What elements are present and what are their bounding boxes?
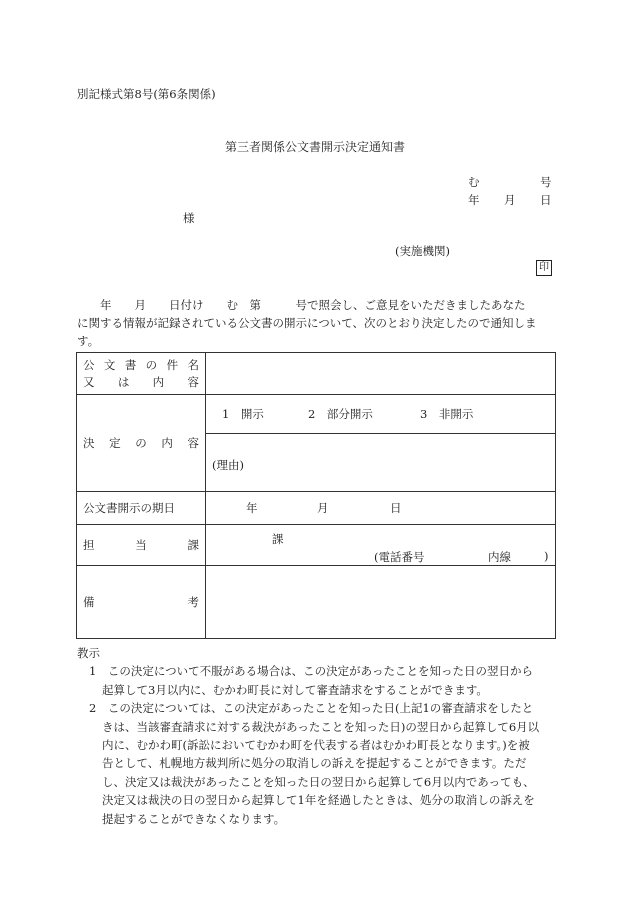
addressee-suffix: 様 bbox=[183, 211, 195, 225]
document-name-field[interactable] bbox=[206, 353, 556, 395]
label-char: の bbox=[135, 435, 147, 450]
label-char: 内 bbox=[161, 435, 173, 450]
label-char: の bbox=[145, 357, 158, 372]
label-char: 件 bbox=[166, 357, 179, 372]
row-staff bbox=[77, 525, 556, 566]
period-month: 月 bbox=[317, 501, 329, 515]
instructions bbox=[77, 644, 557, 828]
row-remarks bbox=[77, 566, 556, 639]
number-suffix: 号 bbox=[540, 175, 552, 189]
label-char: 文 bbox=[103, 357, 116, 372]
remarks-field[interactable] bbox=[206, 566, 556, 639]
instruction-item-2-cont: 告として、札幌地方裁判所に処分の取消しの訴えを提起することができます。ただ bbox=[102, 756, 527, 771]
reason-label: (理由) bbox=[212, 458, 244, 472]
label-char: 容 bbox=[187, 374, 199, 389]
instructions-heading: 教示 bbox=[77, 646, 100, 660]
label-char: 備 bbox=[83, 594, 95, 609]
label-char: 課 bbox=[187, 537, 199, 552]
staff-label bbox=[77, 525, 206, 566]
date-year: 年 bbox=[468, 193, 480, 207]
option-non-disclose[interactable]: 3 非開示 bbox=[420, 407, 474, 421]
disclosure-date-label bbox=[77, 492, 206, 525]
label-char: 公 bbox=[83, 357, 95, 372]
label-char: 決 bbox=[83, 435, 95, 450]
reason-field[interactable] bbox=[206, 434, 556, 492]
date-month: 月 bbox=[504, 193, 516, 207]
row-document-name bbox=[77, 353, 556, 395]
staff-section: 課 bbox=[272, 532, 284, 546]
label-char: は bbox=[117, 374, 130, 389]
form-id: 別記様式第8号(第6条関係) bbox=[77, 87, 216, 101]
instruction-item-2-cont: 内に、むかわ町(訴訟においてむかわ町を代表する者はむかわ町長となります。)を被 bbox=[102, 738, 530, 753]
label-char: 定 bbox=[109, 435, 121, 450]
label-char: 担 bbox=[83, 537, 95, 552]
staff-field[interactable] bbox=[206, 525, 556, 566]
decision-table bbox=[76, 352, 556, 639]
instruction-item-2-cont: 決定又は裁決の日の翌日から起算して1年を経過したときは、処分の取消しの訴えを bbox=[102, 793, 535, 808]
staff-extension: 内線 bbox=[488, 550, 511, 564]
row-disclosure-date bbox=[77, 492, 556, 525]
option-disclose[interactable]: 1 開示 bbox=[222, 407, 264, 421]
period-year: 年 bbox=[246, 501, 258, 515]
body-text bbox=[77, 296, 555, 350]
staff-close-paren: ) bbox=[544, 549, 549, 563]
label-char: 内 bbox=[152, 374, 165, 389]
decision-label bbox=[77, 395, 206, 492]
staff-phone: (電話番号 bbox=[374, 550, 425, 564]
period-day: 日 bbox=[390, 501, 402, 515]
decision-options bbox=[206, 395, 556, 434]
body-line: 年 月 日付け む 第 号で照会し、ご意見をいただきましたあなた bbox=[77, 298, 526, 312]
disclosure-date-field[interactable] bbox=[206, 492, 556, 525]
disclosure-date-label-text: 公文書開示の期日 bbox=[83, 500, 175, 515]
label-char: 名 bbox=[187, 357, 199, 372]
label-char: 考 bbox=[187, 594, 199, 609]
agency-label: (実施機関) bbox=[395, 244, 450, 258]
instruction-item-2-cont: 提起することができなくなります。 bbox=[102, 811, 286, 826]
document-name-label bbox=[77, 353, 206, 395]
number-prefix: む bbox=[468, 175, 480, 189]
document-title: 第三者関係公文書開示決定通知書 bbox=[224, 140, 405, 154]
instruction-item-1: 1 この決定について不服がある場合は、この決定があったことを知った日の翌日から bbox=[89, 664, 533, 679]
instruction-item-2-cont: し、決定又は裁決があったことを知った日の翌日から起算して6月以内であっても、 bbox=[102, 774, 535, 789]
label-char: 書 bbox=[124, 357, 137, 372]
label-char: 容 bbox=[187, 435, 199, 450]
date-day: 日 bbox=[540, 193, 552, 207]
row-decision bbox=[77, 395, 556, 434]
label-char: 又 bbox=[83, 374, 95, 389]
instruction-item-2-cont: きは、当該審査請求に対する裁決があったことを知った日)の翌日から起算して6月以 bbox=[102, 719, 540, 734]
body-line: す。 bbox=[77, 334, 100, 348]
remarks-label bbox=[77, 566, 206, 639]
instruction-item-2: 2 この決定については、この決定があったことを知った日(上記1の審査請求をしたと bbox=[89, 701, 534, 716]
instruction-item-1-cont: 起算して3月以内に、むかわ町長に対して審査請求をすることができます。 bbox=[102, 682, 488, 697]
seal-mark: 印 bbox=[536, 260, 552, 276]
body-line: に関する情報が記録されている公文書の開示について、次のとおり決定したので通知しま bbox=[77, 316, 537, 330]
label-char: 当 bbox=[135, 537, 147, 552]
option-partial-disclose[interactable]: 2 部分開示 bbox=[308, 407, 373, 421]
